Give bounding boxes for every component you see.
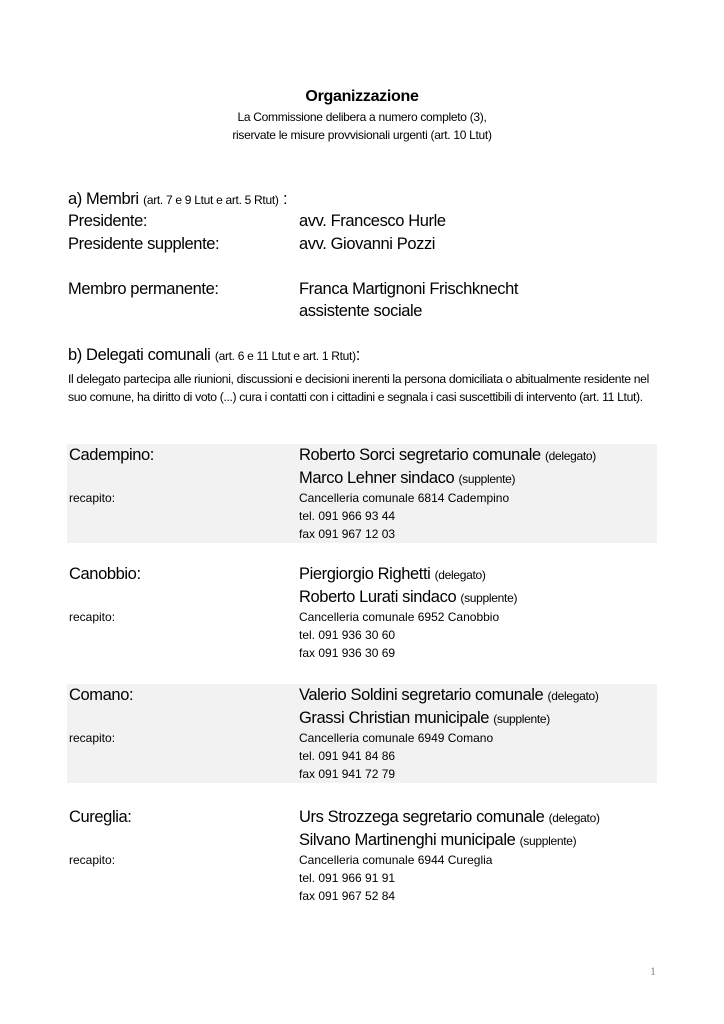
municipality-block-comano xyxy=(67,684,657,783)
delegate-name: Valerio Soldini segretario comunale xyxy=(299,686,544,704)
contact-tel: tel. 091 936 30 60 xyxy=(299,628,396,642)
section-b-heading xyxy=(68,346,360,365)
municipality-block-cureglia xyxy=(67,806,657,905)
delegate-line xyxy=(299,446,596,465)
substitute-name: Silvano Martinenghi municipale xyxy=(299,831,516,849)
substitute-name: Marco Lehner sindaco xyxy=(299,469,455,487)
substitute-role: (supplente) xyxy=(493,712,550,726)
contact-fax: fax 091 936 30 69 xyxy=(299,646,396,660)
substitute-line xyxy=(299,831,576,850)
president-role: Presidente: xyxy=(68,212,148,230)
contact-address: Cancelleria comunale 6814 Cadempino xyxy=(299,491,510,505)
delegate-role: (delegato) xyxy=(434,568,486,582)
contact-label: recapito: xyxy=(69,853,116,867)
president-name: avv. Francesco Hurle xyxy=(299,212,446,230)
contact-tel: tel. 091 966 93 44 xyxy=(299,509,396,523)
subtitle-line-2: riservate le misure provvisionali urgenti (art. 10 Ltut) xyxy=(232,128,492,142)
section-a-colon: : xyxy=(283,190,288,208)
substitute-line xyxy=(299,709,550,728)
section-a-reference: (art. 7 e 9 Ltut e art. 5 Rtut) xyxy=(143,193,279,207)
section-b-title: b) Delegati comunali xyxy=(68,346,211,364)
subtitle-line-1: La Commissione delibera a numero completo (3), xyxy=(237,110,487,124)
municipality-block-canobbio xyxy=(67,563,657,662)
municipality-name: Comano: xyxy=(69,686,134,704)
municipality-name: Cadempino: xyxy=(69,446,154,464)
contact-fax: fax 091 967 12 03 xyxy=(299,527,396,541)
substitute-role: (supplente) xyxy=(519,834,577,848)
contact-label: recapito: xyxy=(69,491,116,505)
delegate-name: Piergiorgio Righetti xyxy=(299,565,431,583)
contact-label: recapito: xyxy=(69,731,116,745)
page-title: Organizzazione xyxy=(305,88,419,105)
delegate-description: Il delegato partecipa alle riunioni, discussioni e decisioni inerenti la persona domiciliata o abitualmente residente nel suo comune, ha diritto di voto (...) cura i contatti con i cittadini e segnala i casi suscettibili di intervento (art. 11 Ltut). xyxy=(68,372,649,404)
section-b-colon: : xyxy=(355,346,360,364)
contact-address: Cancelleria comunale 6952 Canobbio xyxy=(299,610,500,624)
delegate-role: (delegato) xyxy=(547,689,599,703)
section-b-reference: (art. 6 e 11 Ltut e art. 1 Rtut) xyxy=(214,349,356,363)
delegate-line xyxy=(299,808,600,827)
substitute-line xyxy=(299,469,515,488)
delegate-name: Urs Strozzega segretario comunale xyxy=(299,808,545,826)
substitute-role: (supplente) xyxy=(460,591,518,605)
contact-fax: fax 091 941 72 79 xyxy=(299,767,396,781)
contact-label: recapito: xyxy=(69,610,116,624)
section-a-title: a) Membri xyxy=(68,190,139,208)
vice-president-role: Presidente supplente: xyxy=(68,235,220,253)
delegate-role: (delegato) xyxy=(548,811,600,825)
delegate-name: Roberto Sorci segretario comunale xyxy=(299,446,541,464)
substitute-line xyxy=(299,588,517,607)
permanent-member-title: assistente sociale xyxy=(299,302,423,320)
permanent-member-name: Franca Martignoni Frischknecht xyxy=(299,280,519,298)
delegate-line xyxy=(299,686,599,705)
municipality-name: Canobbio: xyxy=(69,565,141,583)
substitute-name: Grassi Christian municipale xyxy=(299,709,490,727)
contact-address: Cancelleria comunale 6944 Cureglia xyxy=(299,853,493,867)
delegate-role: (delegato) xyxy=(544,449,596,463)
contact-address: Cancelleria comunale 6949 Comano xyxy=(299,731,494,745)
delegate-line xyxy=(299,565,486,584)
vice-president-name: avv. Giovanni Pozzi xyxy=(299,235,436,253)
substitute-role: (supplente) xyxy=(458,472,516,486)
page-number: 1 xyxy=(650,964,656,978)
municipality-block-cadempino xyxy=(67,444,657,543)
contact-fax: fax 091 967 52 84 xyxy=(299,889,396,903)
contact-tel: tel. 091 966 91 91 xyxy=(299,871,396,885)
substitute-name: Roberto Lurati sindaco xyxy=(299,588,457,606)
contact-tel: tel. 091 941 84 86 xyxy=(299,749,396,763)
section-a-heading xyxy=(68,190,287,209)
municipality-name: Cureglia: xyxy=(69,808,132,826)
permanent-member-role: Membro permanente: xyxy=(68,280,219,298)
